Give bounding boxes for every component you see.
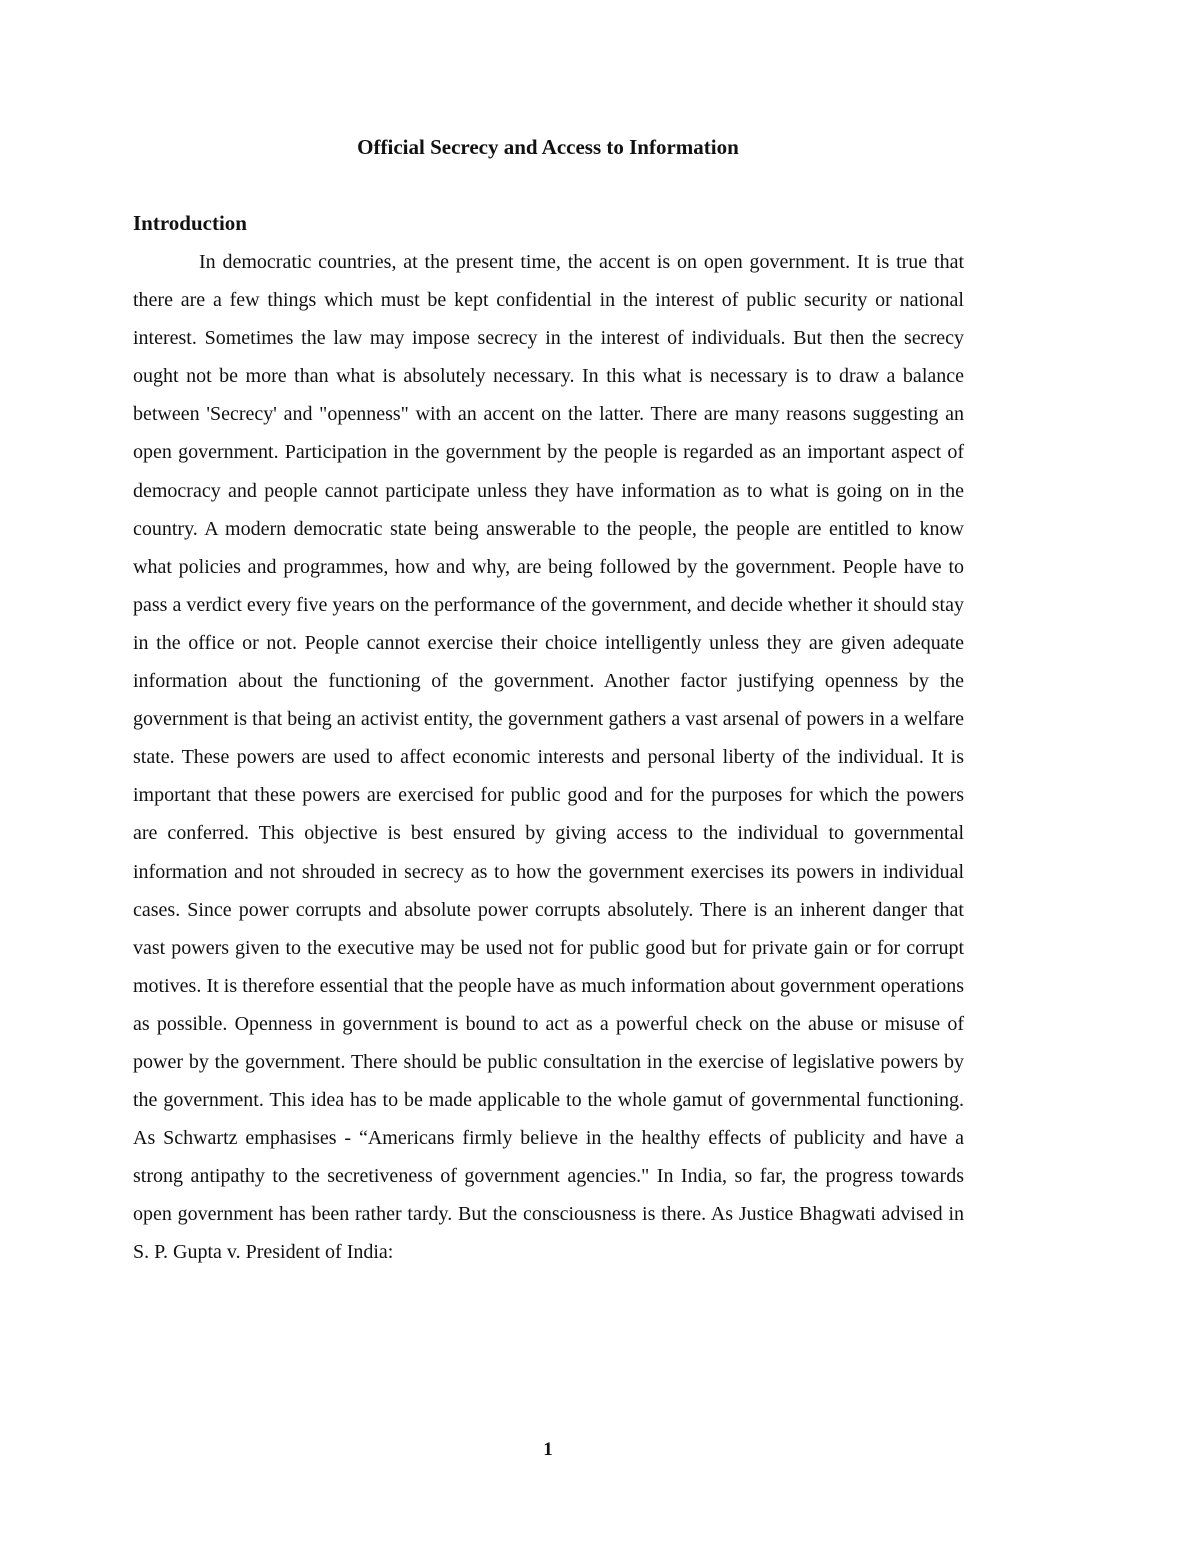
introduction-paragraph: In democratic countries, at the present time, the accent is on open government. It is true that there are a few things which must be kept confidential in the interest of public security or national interest. Sometimes the law may impose secrecy in the interest of individuals. But then the secrecy ought not be more than what is absolutely necessary. In this what is necessary is to draw a balance between 'Secrecy' and "openness" with an accent on the latter. There are many reasons suggesting an open government. Participation in the government by the people is regarded as an important aspect of democracy and people cannot participate unless they have information as to what is going on in the country. A modern democratic state being answerable to the people, the people are entitled to know what policies and programmes, how and why, are being followed by the government. People have to pass a verdict every five years on the performance of the government, and decide whether it should stay in the office or not. People cannot exercise their choice intelligently unless they are given adequate information about the functioning of the government. Another factor justifying openness by the government is that being an activist entity, the government gathers a vast arsenal of powers in a welfare state. These powers are used to affect economic interests and personal liberty of the individual. It is important that these powers are exercised for public good and for the purposes for which the powers are conferred. This objective is best ensured by giving access to the individual to governmental information and not shrouded in secrecy as to how the government exercises its powers in individual cases. Since power corrupts and absolute power corrupts absolutely. There is an inherent danger that vast powers given to the executive may be used not for public good but for private gain or for corrupt motives. It is therefore essential that the people have as much information about government operations as possible. Openness in government is bound to act as a powerful check on the abuse or misuse of power by the government. There should be public consultation in the exercise of legislative powers by the government. This idea has to be made applicable to the whole gamut of governmental functioning. As Schwartz emphasises - “Americans firmly believe in the healthy effects of publicity and have a strong antipathy to the secretiveness of government agencies." In India, so far, the progress towards open government has been rather tardy. But the consciousness is there. As Justice Bhagwati advised in S. P. Gupta v. President of India:	[133, 251, 964, 1264]
page-number: 1	[543, 1439, 553, 1460]
document-title: Official Secrecy and Access to Information	[357, 135, 739, 159]
section-heading-introduction: Introduction	[133, 211, 247, 235]
